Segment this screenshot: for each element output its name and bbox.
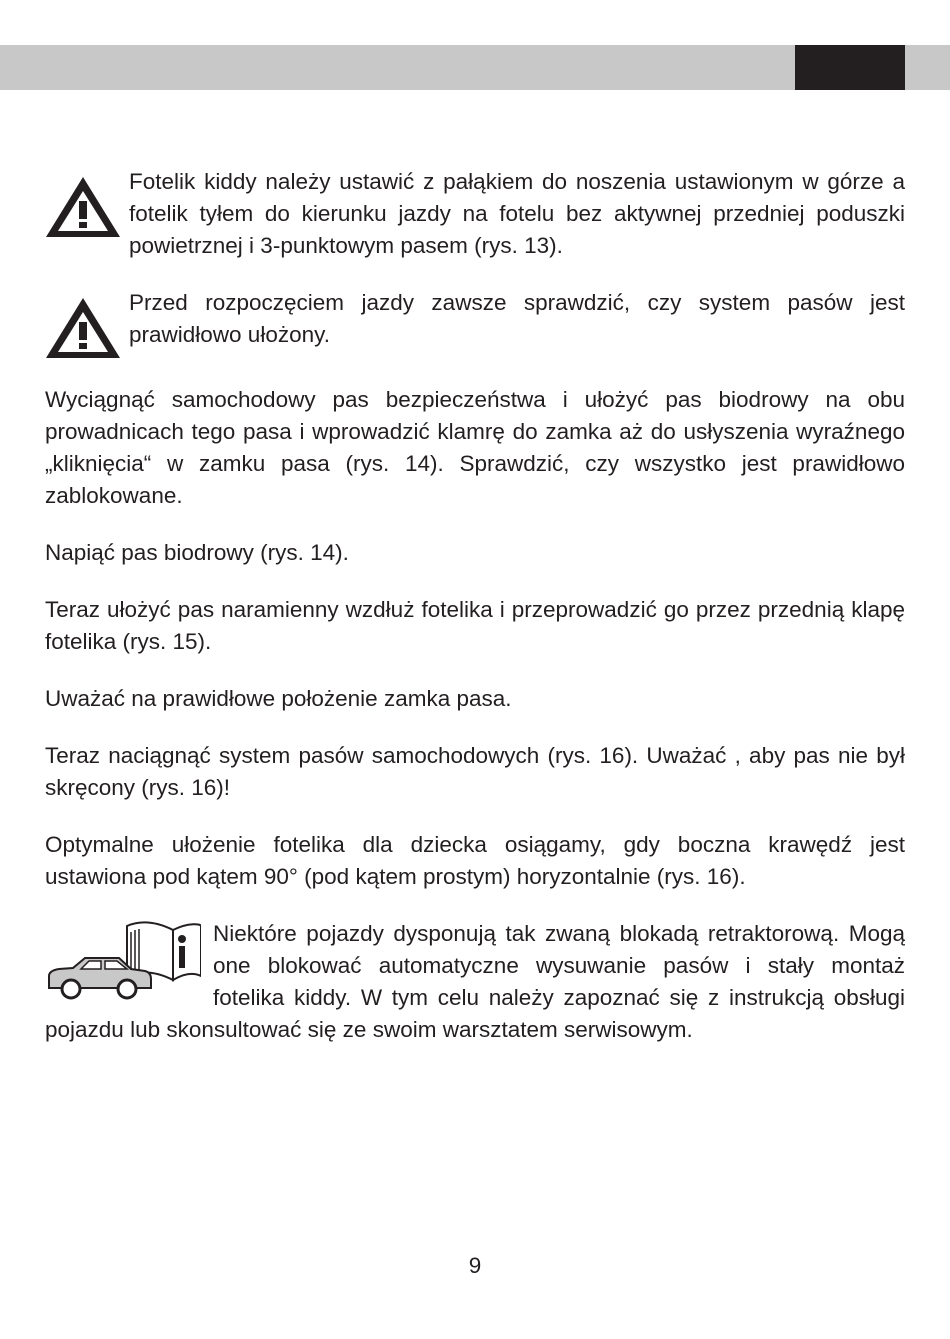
warning-triangle-icon xyxy=(45,166,129,238)
warning-text-2: Przed rozpoczęciem jazdy zawsze sprawdzić, czy system pasów jest prawidłowo ułożony. xyxy=(129,290,905,347)
header-block xyxy=(795,45,905,90)
warning-block-1 xyxy=(45,166,905,262)
warning-text-1: Fotelik kiddy należy ustawić z pałąkiem do noszenia ustawionym w górze a fotelik tyłem do kierunku jazdy na fotelu bez aktywnej przedniej poduszki powietrznej i 3-punktowym pasem (rys. 13). xyxy=(129,169,905,258)
paragraph-buckle-position: Uważać na prawidłowe położenie zamka pasa. xyxy=(45,686,512,711)
paragraph-belt-insert: Wyciągnąć samochodowy pas bezpieczeństwa i ułożyć pas biodrowy na obu prowadnicach tego pasa i wprowadzić klamrę do zamka aż do usłyszenia wyraźnego „kliknięcia“ w zamku pasa (rys. 14). Sprawdzić, czy wszystko jest prawidłowo zablokowane. xyxy=(45,387,905,508)
paragraph-optimal-position: Optymalne ułożenie fotelika dla dziecka osiągamy, gdy boczna krawędź jest ustawiona pod kątem 90° (pod kątem prostym) horyzontalnie (rys. 16). xyxy=(45,832,905,889)
paragraph-tighten: Teraz naciągnąć system pasów samochodowych (rys. 16). Uważać , aby pas nie był skręcony (rys. 16)! xyxy=(45,743,905,800)
info-note-block xyxy=(45,918,905,1046)
page-content xyxy=(45,166,905,1046)
paragraph-lap-belt: Napiąć pas biodrowy (rys. 14). xyxy=(45,540,349,565)
warning-triangle-icon xyxy=(45,287,129,359)
car-manual-info-icon xyxy=(45,918,201,1000)
warning-block-2 xyxy=(45,287,905,359)
page-number: 9 xyxy=(468,1253,482,1278)
info-note-text: Niektóre pojazdy dysponują tak zwaną blokadą retraktorową. Mogą one blokować automatyczne wysuwanie pasów i stały montaż fotelika kiddy. W tym celu należy zapoznać się z instrukcją obsługi pojazdu lub skonsultować się ze swoim warsztatem serwisowym. xyxy=(45,921,905,1042)
paragraph-shoulder-belt: Teraz ułożyć pas naramienny wzdłuż fotelika i przeprowadzić go przez przednią klapę fotelika (rys. 15). xyxy=(45,597,905,654)
